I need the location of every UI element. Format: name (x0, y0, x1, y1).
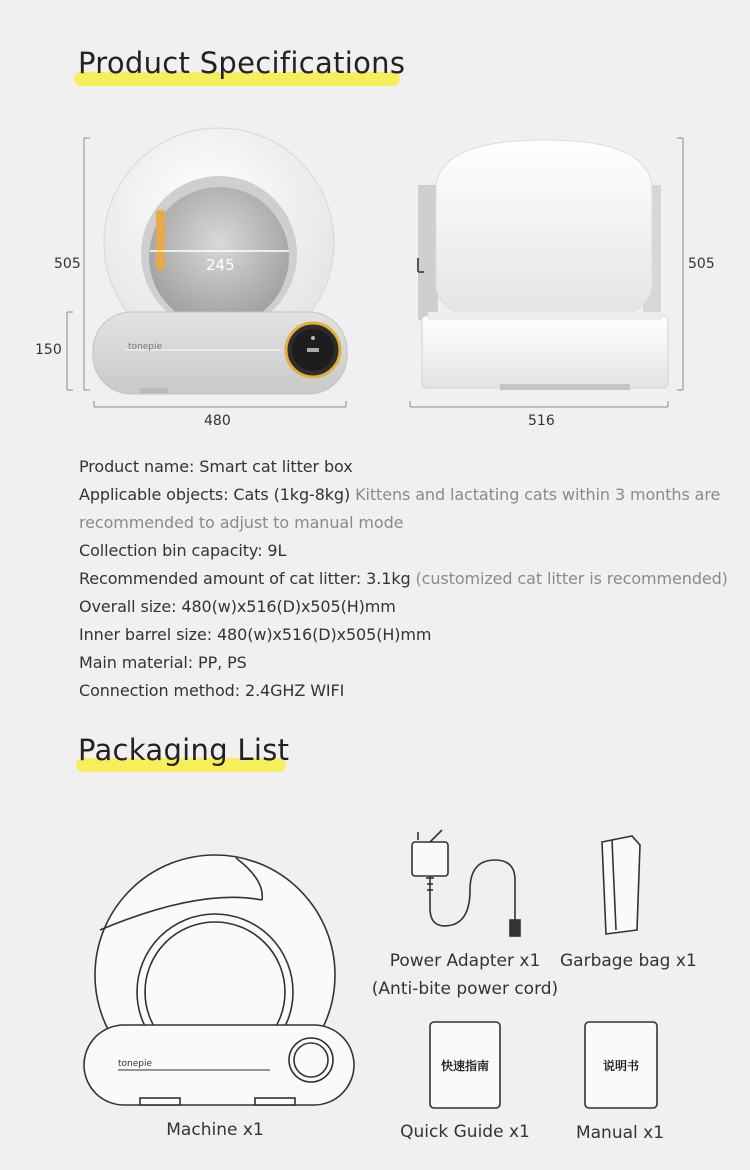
front-width-label: 480 (204, 413, 231, 429)
spec-line: Applicable objects: Cats (1kg-8kg) Kittens and lactating cats within 3 months are (79, 485, 721, 504)
quick-guide-caption: Quick Guide x1 (400, 1122, 530, 1142)
power-adapter-note: (Anti-bite power cord) (371, 979, 559, 999)
side-height-label: 505 (688, 256, 715, 272)
manual-caption: Manual x1 (575, 1123, 665, 1143)
spec-line: Connection method: 2.4GHZ WIFI (79, 681, 345, 700)
brand-label: tonepie (128, 342, 163, 352)
quick-guide-cover-text: 快速指南 (440, 1059, 489, 1073)
specs-title: Product Specifications (78, 46, 406, 80)
machine-brand: tonepie (118, 1059, 153, 1069)
spec-line: recommended to adjust to manual mode (79, 513, 404, 532)
spec-line: Collection bin capacity: 9L (79, 541, 287, 560)
power-adapter-icon (412, 830, 520, 936)
spec-line: Recommended amount of cat litter: 3.1kg (customized cat litter is recommended) (79, 569, 728, 588)
spec-line: Overall size: 480(w)x516(D)x505(H)mm (79, 597, 396, 616)
base-height-label: 150 (35, 342, 62, 358)
garbage-bag-caption: Garbage bag x1 (560, 951, 697, 971)
front-height-label: 505 (54, 256, 81, 272)
machine-caption: Machine x1 (166, 1120, 264, 1140)
side-depth-label: 516 (528, 413, 555, 429)
spec-line: Product name: Smart cat litter box (79, 457, 353, 476)
manual-cover-text: 说明书 (602, 1059, 639, 1073)
power-adapter-caption: Power Adapter x1 (389, 951, 541, 971)
garbage-bag-icon (602, 836, 640, 934)
spec-line: Main material: PP, PS (79, 653, 247, 672)
opening-diameter-label: 245 (206, 256, 235, 274)
spec-line: Inner barrel size: 480(w)x516(D)x505(H)mm (79, 625, 432, 644)
packaging-title: Packaging List (78, 733, 290, 767)
